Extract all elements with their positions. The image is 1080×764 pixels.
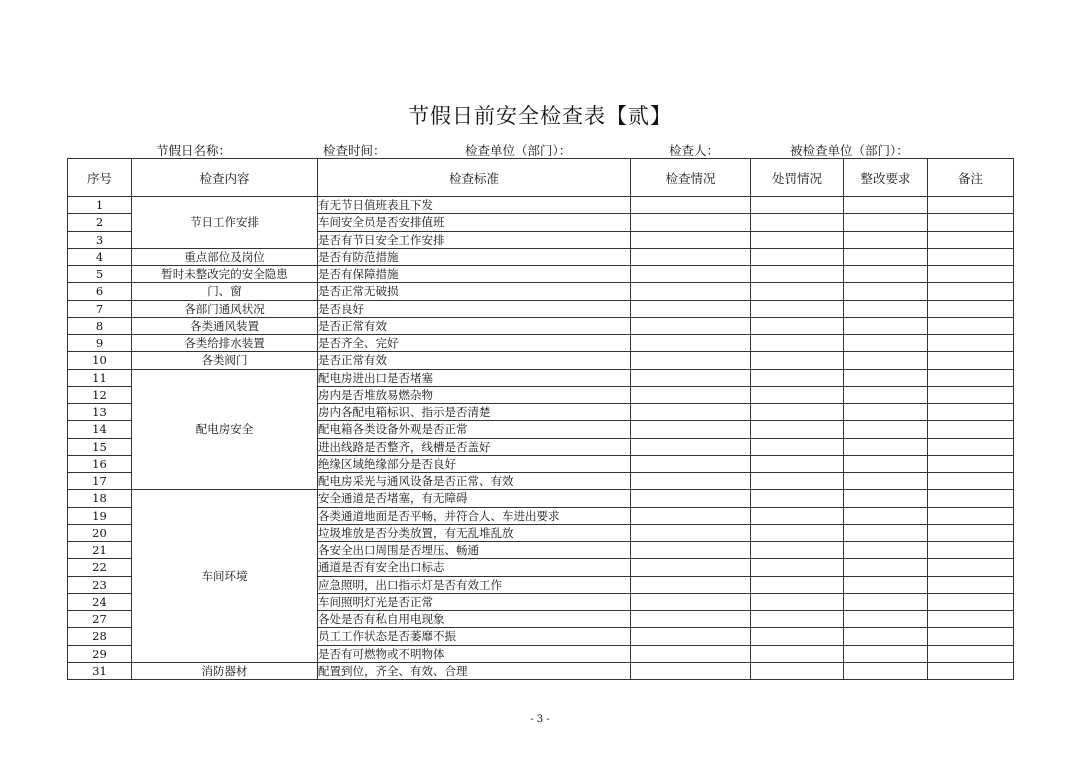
row-number: 29 — [68, 645, 132, 662]
status-cell — [631, 352, 751, 369]
check-content: 各类通风装置 — [132, 317, 318, 334]
penalty-cell — [751, 593, 844, 610]
row-number: 19 — [68, 507, 132, 524]
remark-cell — [928, 369, 1014, 386]
status-cell — [631, 421, 751, 438]
inspection-time-label: 检查时间： — [323, 143, 386, 158]
rectify-cell — [844, 645, 928, 662]
rectify-cell — [844, 628, 928, 645]
remark-cell — [928, 266, 1014, 283]
table-row — [68, 662, 1014, 679]
penalty-cell — [751, 352, 844, 369]
table-row — [68, 300, 1014, 317]
header-penalty: 处罚情况 — [751, 159, 844, 197]
header-content: 检查内容 — [132, 159, 318, 197]
penalty-cell — [751, 524, 844, 541]
penalty-cell — [751, 214, 844, 231]
row-number: 5 — [68, 266, 132, 283]
remark-cell — [928, 611, 1014, 628]
check-content: 车间环境 — [132, 490, 318, 663]
status-cell — [631, 490, 751, 507]
rectify-cell — [844, 317, 928, 334]
check-standard: 是否有防范措施 — [318, 248, 631, 265]
penalty-cell — [751, 283, 844, 300]
header-seq: 序号 — [68, 159, 132, 197]
check-standard: 房内是否堆放易燃杂物 — [318, 386, 631, 403]
check-standard: 垃圾堆放是否分类放置，有无乱堆乱放 — [318, 524, 631, 541]
status-cell — [631, 335, 751, 352]
penalty-cell — [751, 438, 844, 455]
penalty-cell — [751, 369, 844, 386]
remark-cell — [928, 248, 1014, 265]
status-cell — [631, 438, 751, 455]
penalty-cell — [751, 266, 844, 283]
check-standard: 是否有保障措施 — [318, 266, 631, 283]
table-row — [68, 283, 1014, 300]
check-standard: 各类通道地面是否平畅，并符合人、车进出要求 — [318, 507, 631, 524]
row-number: 27 — [68, 611, 132, 628]
check-content: 门、窗 — [132, 283, 318, 300]
row-number: 14 — [68, 421, 132, 438]
check-standard: 是否有节日安全工作安排 — [318, 231, 631, 248]
check-standard: 是否正常无破损 — [318, 283, 631, 300]
penalty-cell — [751, 300, 844, 317]
rectify-cell — [844, 490, 928, 507]
status-cell — [631, 283, 751, 300]
penalty-cell — [751, 576, 844, 593]
status-cell — [631, 248, 751, 265]
check-standard: 配电箱各类设备外观是否正常 — [318, 421, 631, 438]
rectify-cell — [844, 576, 928, 593]
status-cell — [631, 593, 751, 610]
rectify-cell — [844, 197, 928, 214]
penalty-cell — [751, 559, 844, 576]
check-content: 各类给排水装置 — [132, 335, 318, 352]
check-standard: 有无节日值班表且下发 — [318, 197, 631, 214]
table-row — [68, 248, 1014, 265]
check-content: 配电房安全 — [132, 369, 318, 490]
inspected-unit-label: 被检查单位（部门）： — [790, 143, 909, 158]
row-number: 18 — [68, 490, 132, 507]
check-standard: 员工工作状态是否萎靡不振 — [318, 628, 631, 645]
row-number: 23 — [68, 576, 132, 593]
penalty-cell — [751, 628, 844, 645]
rectify-cell — [844, 335, 928, 352]
penalty-cell — [751, 197, 844, 214]
status-cell — [631, 507, 751, 524]
header-rectify: 整改要求 — [844, 159, 928, 197]
status-cell — [631, 214, 751, 231]
remark-cell — [928, 283, 1014, 300]
table-row — [68, 335, 1014, 352]
penalty-cell — [751, 335, 844, 352]
row-number: 15 — [68, 438, 132, 455]
remark-cell — [928, 421, 1014, 438]
row-number: 7 — [68, 300, 132, 317]
remark-cell — [928, 645, 1014, 662]
status-cell — [631, 611, 751, 628]
check-content: 各类阀门 — [132, 352, 318, 369]
rectify-cell — [844, 438, 928, 455]
penalty-cell — [751, 455, 844, 472]
header-remark: 备注 — [928, 159, 1014, 197]
rectify-cell — [844, 455, 928, 472]
remark-cell — [928, 628, 1014, 645]
remark-cell — [928, 542, 1014, 559]
remark-cell — [928, 404, 1014, 421]
status-cell — [631, 645, 751, 662]
penalty-cell — [751, 248, 844, 265]
penalty-cell — [751, 404, 844, 421]
remark-cell — [928, 352, 1014, 369]
remark-cell — [928, 576, 1014, 593]
rectify-cell — [844, 231, 928, 248]
status-cell — [631, 662, 751, 679]
check-standard: 配置到位，齐全、有效、合理 — [318, 662, 631, 679]
check-content: 消防器材 — [132, 662, 318, 679]
check-standard: 车间安全员是否安排值班 — [318, 214, 631, 231]
row-number: 3 — [68, 231, 132, 248]
rectify-cell — [844, 283, 928, 300]
rectify-cell — [844, 524, 928, 541]
status-cell — [631, 455, 751, 472]
penalty-cell — [751, 662, 844, 679]
penalty-cell — [751, 645, 844, 662]
remark-cell — [928, 662, 1014, 679]
holiday-name-label: 节假日名称： — [156, 143, 232, 158]
penalty-cell — [751, 490, 844, 507]
check-standard: 进出线路是否整齐，线槽是否盖好 — [318, 438, 631, 455]
rectify-cell — [844, 611, 928, 628]
check-standard: 各处是否有私自用电现象 — [318, 611, 631, 628]
rectify-cell — [844, 421, 928, 438]
remark-cell — [928, 231, 1014, 248]
rectify-cell — [844, 214, 928, 231]
penalty-cell — [751, 386, 844, 403]
remark-cell — [928, 455, 1014, 472]
rectify-cell — [844, 386, 928, 403]
table-row — [68, 317, 1014, 334]
status-cell — [631, 386, 751, 403]
status-cell — [631, 317, 751, 334]
row-number: 22 — [68, 559, 132, 576]
status-cell — [631, 231, 751, 248]
rectify-cell — [844, 352, 928, 369]
inspection-unit-label: 检查单位（部门）： — [465, 143, 572, 158]
row-number: 10 — [68, 352, 132, 369]
check-content: 重点部位及岗位 — [132, 248, 318, 265]
row-number: 31 — [68, 662, 132, 679]
check-standard: 是否齐全、完好 — [318, 335, 631, 352]
status-cell — [631, 542, 751, 559]
remark-cell — [928, 473, 1014, 490]
row-number: 20 — [68, 524, 132, 541]
rectify-cell — [844, 473, 928, 490]
table-row — [68, 266, 1014, 283]
status-cell — [631, 524, 751, 541]
rectify-cell — [844, 507, 928, 524]
remark-cell — [928, 317, 1014, 334]
table-row — [68, 197, 1014, 214]
page-number: - 3 - — [530, 714, 550, 725]
remark-cell — [928, 300, 1014, 317]
check-standard: 安全通道是否堵塞，有无障碍 — [318, 490, 631, 507]
status-cell — [631, 559, 751, 576]
remark-cell — [928, 507, 1014, 524]
status-cell — [631, 266, 751, 283]
row-number: 1 — [68, 197, 132, 214]
status-cell — [631, 576, 751, 593]
check-content: 各部门通风状况 — [132, 300, 318, 317]
row-number: 17 — [68, 473, 132, 490]
inspector-label: 检查人： — [669, 143, 720, 158]
rectify-cell — [844, 542, 928, 559]
status-cell — [631, 473, 751, 490]
table-body — [68, 197, 1014, 680]
status-cell — [631, 628, 751, 645]
header-status: 检查情况 — [631, 159, 751, 197]
remark-cell — [928, 197, 1014, 214]
remark-cell — [928, 593, 1014, 610]
remark-cell — [928, 214, 1014, 231]
status-cell — [631, 197, 751, 214]
rectify-cell — [844, 300, 928, 317]
rectify-cell — [844, 266, 928, 283]
check-standard: 是否良好 — [318, 300, 631, 317]
row-number: 2 — [68, 214, 132, 231]
check-standard: 配电房采光与通风设备是否正常、有效 — [318, 473, 631, 490]
rectify-cell — [844, 404, 928, 421]
remark-cell — [928, 490, 1014, 507]
table-row — [68, 352, 1014, 369]
check-standard: 配电房进出口是否堵塞 — [318, 369, 631, 386]
page-title: 节假日前安全检查表【贰】 — [408, 104, 672, 128]
row-number: 28 — [68, 628, 132, 645]
row-number: 21 — [68, 542, 132, 559]
status-cell — [631, 404, 751, 421]
penalty-cell — [751, 473, 844, 490]
row-number: 6 — [68, 283, 132, 300]
rectify-cell — [844, 662, 928, 679]
penalty-cell — [751, 507, 844, 524]
remark-cell — [928, 335, 1014, 352]
row-number: 9 — [68, 335, 132, 352]
table-row — [68, 490, 1014, 507]
header-standard: 检查标准 — [318, 159, 631, 197]
row-number: 11 — [68, 369, 132, 386]
rectify-cell — [844, 248, 928, 265]
remark-cell — [928, 559, 1014, 576]
penalty-cell — [751, 611, 844, 628]
penalty-cell — [751, 317, 844, 334]
check-standard: 是否有可燃物或不明物体 — [318, 645, 631, 662]
rectify-cell — [844, 369, 928, 386]
table-row — [68, 369, 1014, 386]
check-standard: 车间照明灯光是否正常 — [318, 593, 631, 610]
remark-cell — [928, 386, 1014, 403]
status-cell — [631, 300, 751, 317]
status-cell — [631, 369, 751, 386]
inspection-table — [67, 158, 1014, 680]
remark-cell — [928, 524, 1014, 541]
penalty-cell — [751, 231, 844, 248]
remark-cell — [928, 438, 1014, 455]
check-standard: 通道是否有安全出口标志 — [318, 559, 631, 576]
row-number: 4 — [68, 248, 132, 265]
row-number: 24 — [68, 593, 132, 610]
penalty-cell — [751, 542, 844, 559]
check-standard: 是否正常有效 — [318, 317, 631, 334]
table-header-row — [68, 159, 1014, 197]
check-content: 节日工作安排 — [132, 197, 318, 249]
check-standard: 绝缘区域绝缘部分是否良好 — [318, 455, 631, 472]
row-number: 12 — [68, 386, 132, 403]
row-number: 16 — [68, 455, 132, 472]
rectify-cell — [844, 593, 928, 610]
check-content: 暂时未整改完的安全隐患 — [132, 266, 318, 283]
penalty-cell — [751, 421, 844, 438]
check-standard: 房内各配电箱标识、指示是否清楚 — [318, 404, 631, 421]
row-number: 8 — [68, 317, 132, 334]
check-standard: 各安全出口周围是否埋压、畅通 — [318, 542, 631, 559]
rectify-cell — [844, 559, 928, 576]
check-standard: 应急照明，出口指示灯是否有效工作 — [318, 576, 631, 593]
check-standard: 是否正常有效 — [318, 352, 631, 369]
row-number: 13 — [68, 404, 132, 421]
